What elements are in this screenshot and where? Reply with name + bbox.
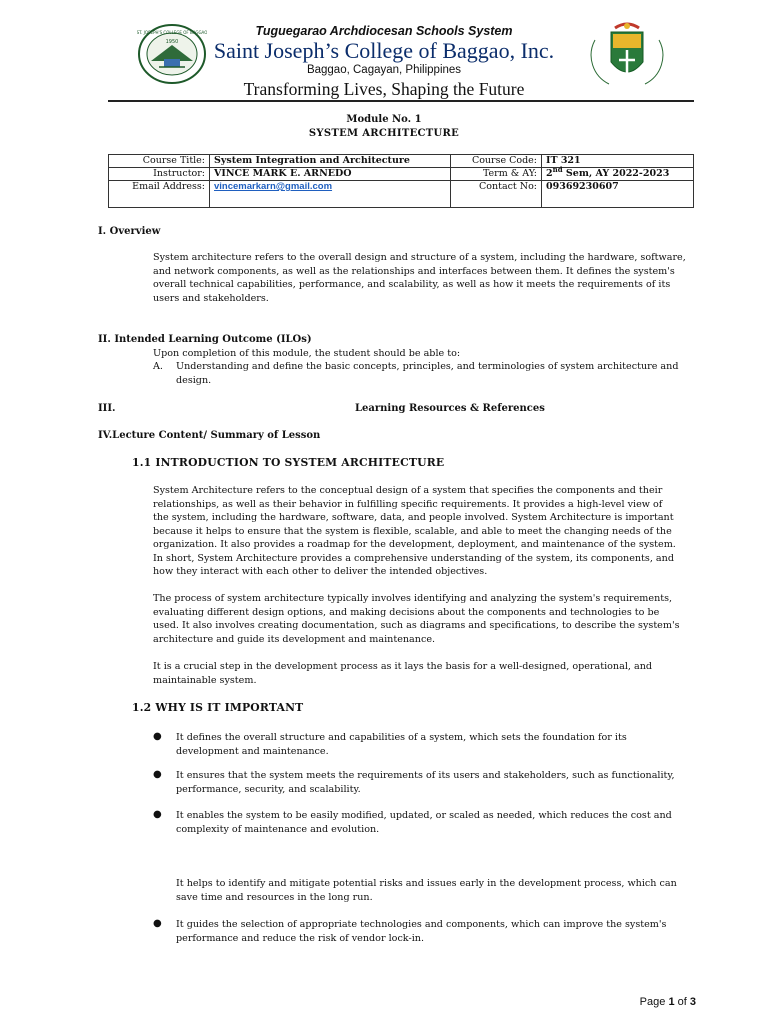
contact-label: Contact No:	[451, 181, 542, 208]
resources-heading: Learning Resources & References	[355, 403, 545, 414]
seal-ring-text: ST. JOSEPH'S COLLEGE OF BAGGAO	[137, 30, 207, 35]
instructor-label: Instructor:	[109, 168, 210, 181]
college-name: Saint Joseph’s College of Baggao, Inc.	[213, 38, 555, 63]
term-label: Term & AY:	[451, 168, 542, 181]
overview-heading: I. Overview	[98, 226, 161, 237]
bullet-icon: ●	[153, 809, 162, 820]
section-1-1-paragraph-2: The process of system architecture typically involves identifying and analyzing the system's requirements, evaluating different design options, and making decisions about the components and technologies to be used. It also involves creating documentation, such as diagrams and specifications, to describe the system's architecture and guide its development and maintenance.	[153, 593, 680, 645]
ilo-heading: II. Intended Learning Outcome (ILOs)	[98, 334, 312, 345]
email-label: Email Address:	[109, 181, 210, 208]
bullet-icon: ●	[153, 918, 162, 929]
course-code-label: Course Code:	[451, 155, 542, 168]
list-item: It enables the system to be easily modified, updated, or scaled as needed, which reduces the cost and complexity of maintenance and evolution.	[176, 810, 672, 835]
instructor-value: VINCE MARK E. ARNEDO	[210, 168, 451, 181]
ilo-item-marker: A.	[153, 361, 163, 372]
module-title: SYSTEM ARCHITECTURE	[308, 128, 460, 139]
section-1-1-paragraph-1: System Architecture refers to the conceptual design of a system that specifies the components and their relationships, as well as their behavior in fulfilling specific requirements. It provides a high-level view of the system, including the hardware, software, data, and people involved. System Architecture is important because it helps to ensure that the system is flexible, scalable, and able to meet the changing needs of the organization. It also provides a roadmap for the development, deployment, and maintenance of the system. In short, System Architecture provides a comprehensive understanding of the system, its components, and how they interact with each other to deliver the intended objectives.	[153, 485, 676, 577]
college-motto: Transforming Lives, Shaping the Future	[243, 79, 525, 99]
ilo-intro: Upon completion of this module, the student should be able to:	[153, 348, 461, 359]
term-value: 2nd Sem, AY 2022-2023	[542, 168, 694, 181]
module-number: Module No. 1	[346, 114, 422, 125]
list-item: It ensures that the system meets the requirements of its users and stakeholders, such as functionality, performance, security, and scalability.	[176, 770, 675, 795]
table-row	[109, 155, 694, 168]
course-code-value: IT 321	[542, 155, 694, 168]
lecture-heading: IV.Lecture Content/ Summary of Lesson	[98, 430, 321, 441]
bullet-icon: ●	[153, 731, 162, 742]
header-divider	[108, 100, 694, 102]
resources-number: III.	[98, 403, 116, 414]
school-system-name: Tuguegarao Archdiocesan Schools System	[255, 24, 513, 38]
section-1-2-heading: 1.2 WHY IS IT IMPORTANT	[132, 701, 304, 714]
course-title-value: System Integration and Architecture	[210, 155, 451, 168]
section-1-1-heading: 1.1 INTRODUCTION TO SYSTEM ARCHITECTURE	[132, 456, 445, 469]
table-row	[109, 181, 694, 208]
list-item: It defines the overall structure and capabilities of a system, which sets the foundation for its development and maintenance.	[176, 732, 627, 757]
course-title-label: Course Title:	[109, 155, 210, 168]
list-item: It guides the selection of appropriate technologies and components, which can improve the system's performance and reduce the risk of vendor lock-in.	[176, 919, 667, 944]
overview-paragraph: System architecture refers to the overall design and structure of a system, including the hardware, software, and network components, as well as the relationships and interfaces between them. It defines the system's overall technical capabilities, performance, and scalability, as well as how it meets the requirements of its users and stakeholders.	[153, 252, 686, 304]
instructor-email-link[interactable]: vincemarkarn@gmail.com	[214, 181, 333, 192]
course-info-table	[108, 154, 694, 208]
bullet-icon: ●	[153, 769, 162, 780]
ilo-item-a: Understanding and define the basic concepts, principles, and terminologies of system architecture and design.	[176, 361, 679, 386]
table-row	[109, 168, 694, 181]
list-item: It helps to identify and mitigate potential risks and issues early in the development process, which can save time and resources in the long run.	[176, 878, 677, 903]
college-address: Baggao, Cagayan, Philippines	[306, 64, 462, 76]
section-1-1-paragraph-3: It is a crucial step in the development process as it lays the basis for a well-designed, operational, and maintainable system.	[153, 661, 653, 686]
page-number: Page 1 of 3	[639, 996, 696, 1008]
contact-value: 09369230607	[542, 181, 694, 208]
seal-year: 1950	[165, 39, 179, 45]
